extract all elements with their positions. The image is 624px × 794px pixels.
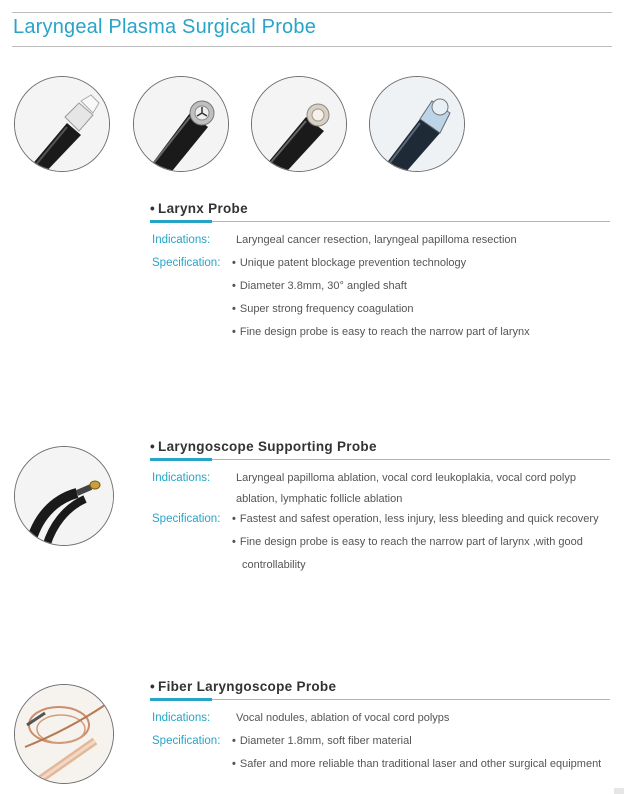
title-rule xyxy=(12,46,612,47)
section-title: • Fiber Laryngoscope Probe xyxy=(150,679,337,694)
spec-item: • Diameter 3.8mm, 30° angled shaft xyxy=(232,280,407,292)
section-rule xyxy=(150,459,610,460)
probe-photo-1 xyxy=(14,76,110,172)
indications-text: Laryngeal papilloma ablation, vocal cord leukoplakia, vocal cord polyp xyxy=(236,472,576,484)
specification-row xyxy=(150,508,612,531)
specification-row xyxy=(150,252,612,275)
section-title: • Larynx Probe xyxy=(150,201,248,216)
section-rule xyxy=(150,699,610,700)
probe-photo-4 xyxy=(369,76,465,172)
spec-row xyxy=(150,321,612,344)
specification-label: Specification: xyxy=(152,257,221,269)
section-title: • Laryngoscope Supporting Probe xyxy=(150,439,377,454)
spec-row xyxy=(150,275,612,298)
indications-text: Vocal nodules, ablation of vocal cord polyps xyxy=(236,712,450,724)
section-laryngoscope-supporting-probe xyxy=(150,438,612,577)
spec-row xyxy=(150,298,612,321)
probe-photo-fiber xyxy=(14,684,114,784)
page-title: Laryngeal Plasma Surgical Probe xyxy=(13,16,317,38)
spec-item: • Fine design probe is easy to reach the narrow part of larynx xyxy=(232,326,530,338)
section-fiber-laryngoscope-probe xyxy=(150,678,612,776)
indications-row xyxy=(150,467,612,490)
specification-label: Specification: xyxy=(152,735,221,747)
spec-item: • Super strong frequency coagulation xyxy=(232,303,414,315)
indications-label: Indications: xyxy=(152,712,211,724)
probe-photo-3 xyxy=(251,76,347,172)
spec-item-cont: controllability xyxy=(242,559,306,571)
spec-item: • Safer and more reliable than traditional laser and other surgical equipment xyxy=(232,758,602,770)
spec-item: • Fine design probe is easy to reach the narrow part of larynx ,with good xyxy=(232,536,583,548)
spec-item: • Unique patent blockage prevention technology xyxy=(232,257,467,269)
corner-mark xyxy=(614,788,624,794)
indications-text: Laryngeal cancer resection, laryngeal papilloma resection xyxy=(236,234,517,246)
spec-item: • Fastest and safest operation, less injury, less bleeding and quick recovery xyxy=(232,513,599,525)
section-larynx-probe xyxy=(150,200,612,344)
section-rule xyxy=(150,221,610,222)
probe-photo-laryngoscope xyxy=(14,446,114,546)
specification-label: Specification: xyxy=(152,513,221,525)
spec-row xyxy=(150,531,612,554)
indications-text: ablation, lymphatic follicle ablation xyxy=(236,493,403,505)
indications-label: Indications: xyxy=(152,472,211,484)
spec-row xyxy=(150,753,612,776)
indications-label: Indications: xyxy=(152,234,211,246)
indications-row-cont xyxy=(150,490,612,508)
probe-photo-2 xyxy=(133,76,229,172)
specification-row xyxy=(150,730,612,753)
spec-item: • Diameter 1.8mm, soft fiber material xyxy=(232,735,412,747)
indications-row xyxy=(150,229,612,252)
top-rule xyxy=(12,12,612,13)
indications-row xyxy=(150,707,612,730)
spec-row-cont xyxy=(150,554,612,577)
